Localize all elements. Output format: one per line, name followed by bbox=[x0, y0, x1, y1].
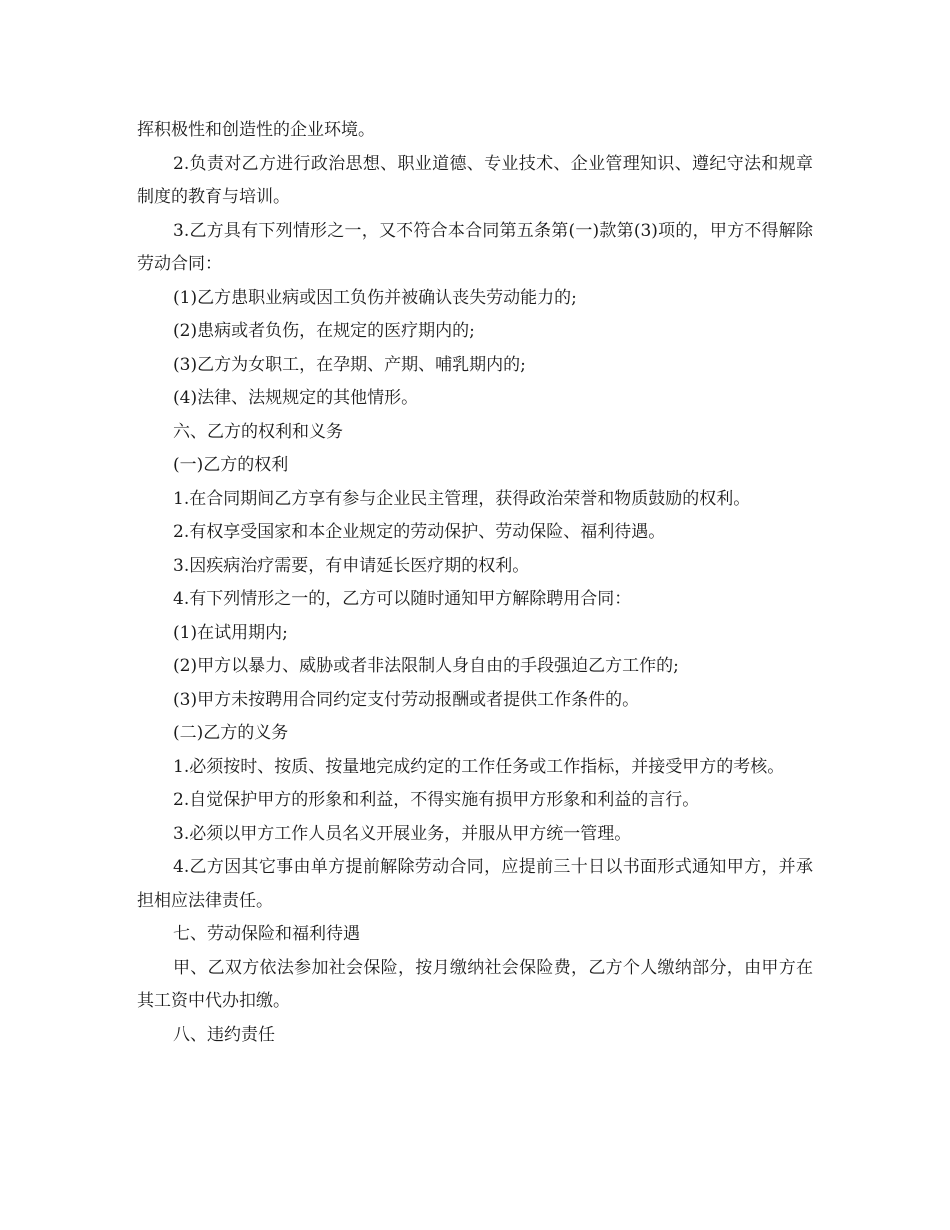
list-item: (4)法律、法规规定的其他情形。 bbox=[173, 388, 419, 408]
list-item: (2)患病或者负伤，在规定的医疗期内的; bbox=[173, 321, 475, 341]
paragraph: 挥积极性和创造性的企业环境。 bbox=[137, 120, 375, 140]
paragraph: 3.因疾病治疗需要，有申请延长医疗期的权利。 bbox=[173, 555, 530, 576]
subsection-heading: (一)乙方的权利 bbox=[173, 455, 289, 475]
list-item: (3)甲方未按聘用合同约定支付劳动报酬或者提供工作条件的。 bbox=[173, 689, 640, 710]
list-item: (3)乙方为女职工，在孕期、产期、哺乳期内的; bbox=[173, 354, 526, 375]
paragraph: 3.必须以甲方工作人员名义开展业务，并服从甲方统一管理。 bbox=[173, 823, 632, 844]
paragraph: 4.有下列情形之一的，乙方可以随时通知甲方解除聘用合同： bbox=[173, 589, 632, 609]
paragraph: 2.有权享受国家和本企业规定的劳动保护、劳动保险、福利待遇。 bbox=[173, 522, 666, 542]
paragraph: 2.自觉保护甲方的形象和利益，不得实施有损甲方形象和利益的言行。 bbox=[173, 790, 700, 810]
paragraph: 2.负责对乙方进行政治思想、职业道德、专业技术、企业管理知识、遵纪守法和规章制度的教育与培训。 bbox=[137, 153, 813, 207]
paragraph: 3.乙方具有下列情形之一，又不符合本合同第五条第(一)款第(3)项的，甲方不得解除劳动合同： bbox=[137, 220, 813, 274]
list-item: (1)乙方患职业病或因工负伤并被确认丧失劳动能力的; bbox=[173, 287, 577, 308]
list-item: (1)在试用期内; bbox=[173, 622, 288, 643]
subsection-heading: (二)乙方的义务 bbox=[173, 723, 289, 743]
document-body bbox=[137, 114, 813, 1052]
paragraph: 甲、乙双方依法参加社会保险，按月缴纳社会保险费，乙方个人缴纳部分，由甲方在其工资中代办扣缴。 bbox=[137, 957, 813, 1011]
section-heading: 六、乙方的权利和义务 bbox=[173, 421, 343, 442]
paragraph: 4.乙方因其它事由单方提前解除劳动合同，应提前三十日以书面形式通知甲方，并承担相应法律责任。 bbox=[137, 857, 813, 911]
section-heading: 七、劳动保险和福利待遇 bbox=[173, 924, 360, 944]
paragraph: 1.在合同期间乙方享有参与企业民主管理，获得政治荣誉和物质鼓励的权利。 bbox=[173, 488, 751, 509]
paragraph: 1.必须按时、按质、按量地完成约定的工作任务或工作指标，并接受甲方的考核。 bbox=[173, 756, 785, 777]
list-item: (2)甲方以暴力、威胁或者非法限制人身自由的手段强迫乙方工作的; bbox=[173, 656, 679, 676]
section-heading: 八、违约责任 bbox=[173, 1024, 275, 1045]
